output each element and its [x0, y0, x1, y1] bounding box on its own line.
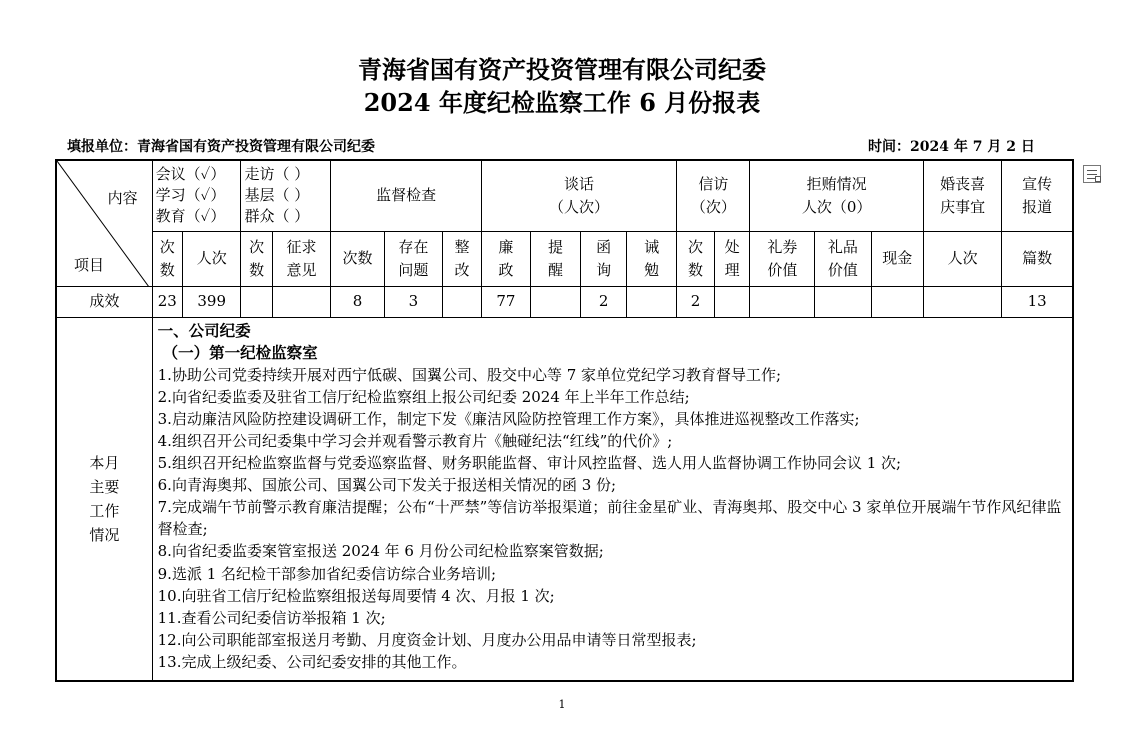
work-item: 10.向驻省工信厅纪检监察组报送每周要情 4 次、月报 1 次;: [157, 586, 555, 605]
cell-solicit: [272, 286, 331, 317]
item-label: 项目: [74, 255, 105, 274]
subheader-articles: 篇数: [1002, 231, 1073, 286]
cell-gift-item: [815, 286, 871, 317]
subheader-sup-times: 次数: [331, 231, 384, 286]
cell-meeting-times: 23: [152, 286, 182, 317]
cell-admonish: [627, 286, 677, 317]
meeting-header: 会议（✓） 学习（✓） 教育（✓）: [152, 160, 241, 231]
work-content: [152, 317, 1073, 681]
subheader-meeting-times: 次 数: [152, 231, 182, 286]
subheader-wedding-persons: 人次: [923, 231, 1001, 286]
subheader-visit-times: 次 数: [241, 231, 272, 286]
cell-rectify: [443, 286, 482, 317]
supervision-header: 监督检查: [331, 160, 482, 231]
cell-handle: [714, 286, 750, 317]
section-title: 一、公司纪委: [157, 320, 251, 340]
subheader-remind: 提 醒: [530, 231, 580, 286]
work-item: 7.完成端午节前警示教育廉洁提醒；公布“十严禁”等信访举报渠道；前往金星矿业、青海奥邦、股交中心 3 家单位开展端午节作风纪律监督检查;: [157, 498, 1062, 539]
section-subtitle: （一）第一纪检监察室: [162, 342, 318, 362]
cell-existing: 3: [384, 286, 443, 317]
talk-header: 谈话 （人次）: [481, 160, 676, 231]
work-item: 9.选派 1 名纪检干部参加省纪委信访综合业务培训;: [157, 564, 497, 583]
header-corner-cell: [56, 160, 152, 286]
subheader-meeting-persons: 人次: [182, 231, 241, 286]
cell-visit-times: [241, 286, 272, 317]
subheader-admonish: 诫 勉: [627, 231, 677, 286]
cell-inquiry: 2: [581, 286, 627, 317]
fill-unit: 填报单位：青海省国有资产投资管理有限公司纪委: [67, 139, 375, 155]
work-item: 2.向省纪委监委及驻省工信厅纪检监察组上报公司纪委 2024 年上半年工作总结;: [157, 387, 690, 406]
subheader-inquiry: 函 询: [581, 231, 627, 286]
visit-header: 走访（ ） 基层（ ） 群众（ ）: [241, 160, 331, 231]
work-item: 11.查看公司纪委信访举报箱 1 次;: [157, 608, 386, 627]
title-line-2: 2024 年度纪检监察工作 6 月份报表: [363, 88, 761, 117]
work-item: 6.向青海奥邦、国旅公司、国翼公司下发关于报送相关情况的函 3 份;: [157, 476, 617, 495]
cell-clean: 77: [481, 286, 530, 317]
publicity-header: 宣传 报道: [1002, 160, 1073, 231]
results-label: 成效: [56, 286, 152, 317]
cell-meeting-persons: 399: [182, 286, 241, 317]
work-row: [56, 317, 1073, 681]
subheader-rectify: 整 改: [443, 231, 482, 286]
cell-cash: [871, 286, 923, 317]
work-item: 4.组织召开公司纪委集中学习会并观看警示教育片《触碰纪法“红线”的代价》;: [157, 431, 673, 450]
petition-header: 信访 （次）: [677, 160, 750, 231]
work-side-label: 本月 主要 工作 情况: [56, 317, 152, 681]
work-item: 5.组织召开纪检监察监督与党委巡察监督、财务职能监督、审计风控监督、选人用人监督协调工作协同会议 1 次;: [157, 454, 902, 473]
results-row: [56, 286, 1073, 317]
cell-articles: 13: [1002, 286, 1073, 317]
work-item: 13.完成上级纪委、公司纪委安排的其他工作。: [157, 652, 467, 671]
title-line-1: 青海省国有资产投资管理有限公司纪委: [358, 55, 766, 84]
report-table: [55, 159, 1074, 682]
subheader-handle: 处 理: [714, 231, 750, 286]
work-item: 8.向省纪委监委案管室报送 2024 年 6 月份公司纪检监察案管数据;: [157, 542, 604, 561]
wedding-header: 婚丧喜 庆事宜: [923, 160, 1001, 231]
subheader-solicit: 征求 意见: [272, 231, 331, 286]
bribe-header: 拒贿情况 人次（0）: [750, 160, 923, 231]
work-item: 1.协助公司党委持续开展对西宁低碳、国翼公司、股交中心等 7 家单位党纪学习教育督导工作;: [157, 365, 782, 384]
work-item: 12.向公司职能部室报送月考勤、月度资金计划、月度办公用品申请等日常型报表;: [157, 630, 697, 649]
subheader-existing: 存在 问题: [384, 231, 443, 286]
subheader-pet-times: 次 数: [677, 231, 715, 286]
cell-pet-times: 2: [677, 286, 715, 317]
fill-time: 时间：2024 年 7 月 2 日: [868, 139, 1035, 155]
subheader-cash: 现金: [871, 231, 923, 286]
subheader-clean: 廉 政: [481, 231, 530, 286]
subheader-gift-voucher: 礼券 价值: [750, 231, 815, 286]
cell-gift-voucher: [750, 286, 815, 317]
cell-remind: [530, 286, 580, 317]
work-item: 3.启动廉洁风险防控建设调研工作，制定下发《廉洁风险防控管理工作方案》，具体推进巡视整改工作落实;: [157, 409, 860, 428]
subheader-gift-item: 礼品 价值: [815, 231, 871, 286]
page-number: 1: [558, 698, 566, 711]
cell-sup-times: 8: [331, 286, 384, 317]
content-label: 内容: [107, 189, 138, 207]
cell-wedding-persons: [923, 286, 1001, 317]
table-export-icon[interactable]: [1083, 165, 1101, 183]
